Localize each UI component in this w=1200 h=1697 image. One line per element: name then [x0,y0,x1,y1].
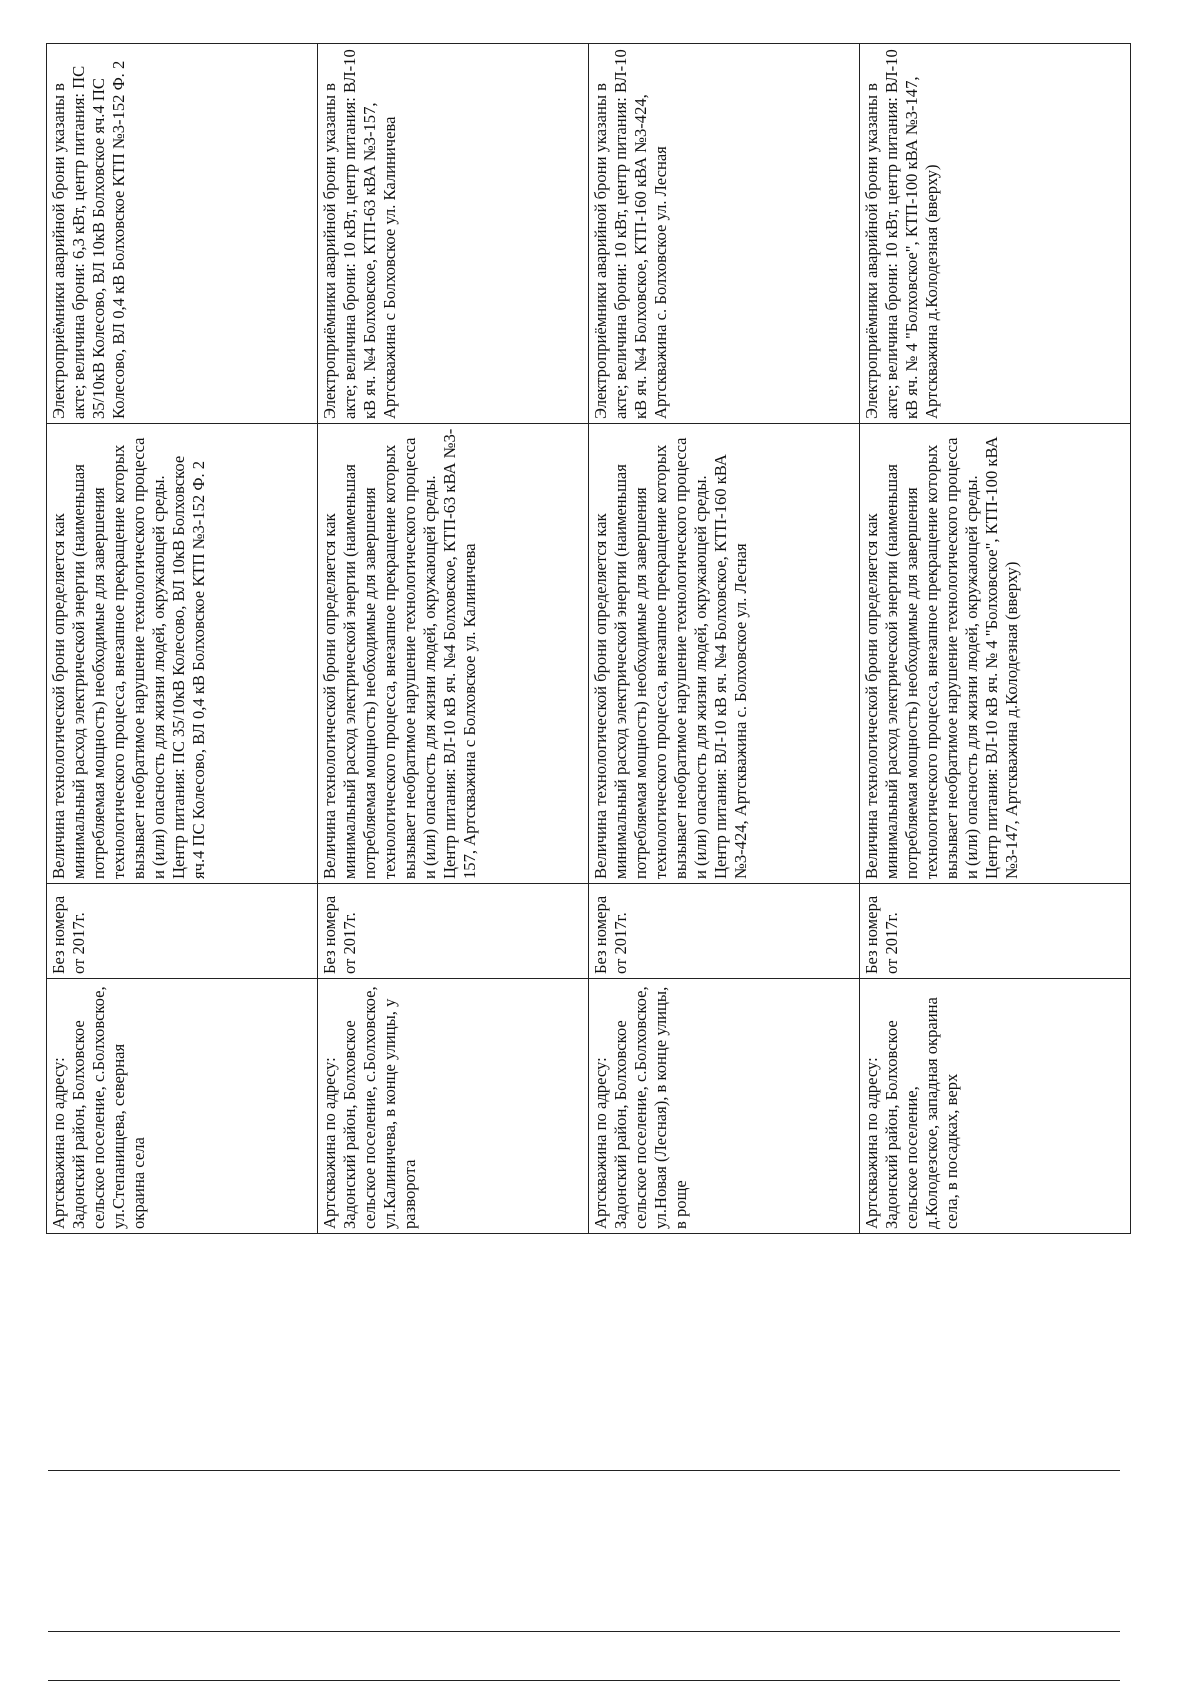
act-cell: Без номера от 2017г. [47,884,318,979]
emergency-reserve-cell: Электроприёмники аварийной брони указаны в акте; величина брони: 10 кВт, центр питания: ВЛ-10 кВ яч. №4 Болховское, КТП-63 кВА №3-157, Артскважина с Болховское ул. Калиничева [318,44,589,424]
reserve-table [46,43,1131,1234]
act-cell: Без номера от 2017г. [589,884,860,979]
address-cell: Артскважина по адресу: Задонский район, Болховское сельское поселение, с.Болховское, ул.Степанищева, северная окраина села [47,979,318,1234]
act-cell: Без номера от 2017г. [860,884,1131,979]
tech-reserve-cell: Величина технологической брони определяется как минимальный расход электрической энергии (наименьшая потребляемая мощность) необходимые для завершения технологического процесса, внезапное прекращение которых вызывает необратимое нарушение технологического процесса и (или) опасность для жизни людей, окружающей среды. Центр питания: ВЛ-10 кВ яч. № 4 "Болховское", КТП-100 кВА №3-147, Артскважина д.Колодезная (вверху) [860,424,1131,884]
emergency-reserve-cell: Электроприёмники аварийной брони указаны в акте; величина брони: 10 кВт, центр питания: ВЛ-10 кВ яч. № 4 "Болховское", КТП-100 кВА №3-147, Артскважина д.Колодезная (вверху) [860,44,1131,424]
divider-line [48,1631,1120,1632]
divider-line [48,1680,1120,1681]
emergency-reserve-cell: Электроприёмники аварийной брони указаны в акте; величина брони: 6,3 кВт, центр питания: ПС 35/10кВ Колесово, ВЛ 10кВ Болховское яч.4 ПС Колесово, ВЛ 0,4 кВ Болховское КТП №3-152 Ф. 2 [47,44,318,424]
table-row [318,44,589,1234]
tech-reserve-cell: Величина технологической брони определяется как минимальный расход электрической энергии (наименьшая потребляемая мощность) необходимые для завершения технологического процесса, внезапное прекращение которых вызывает необратимое нарушение технологического процесса и (или) опасность для жизни людей, окружающей среды. Центр питания: ПС 35/10кВ Колесово, ВЛ 10кВ Болховское яч.4 ПС Колесово, ВЛ 0,4 кВ Болховское КТП №3-152 Ф. 2 [47,424,318,884]
tech-reserve-cell: Величина технологической брони определяется как минимальный расход электрической энергии (наименьшая потребляемая мощность) необходимые для завершения технологического процесса, внезапное прекращение которых вызывает необратимое нарушение технологического процесса и (или) опасность для жизни людей, окружающей среды. Центр питания: ВЛ-10 кВ яч. №4 Болховское, КТП-63 кВА №3-157, Артскважина с Болховское ул. Калиничева [318,424,589,884]
table-row [860,44,1131,1234]
divider-line [48,1470,1120,1471]
address-cell: Артскважина по адресу: Задонский район, Болховское сельское поселение, с.Болховское, ул.Калиничева, в конце улицы, у разворота [318,979,589,1234]
address-cell: Артскважина по адресу: Задонский район, Болховское сельское поселение, с.Болховское, ул.Новая (Лесная), в конце улицы, в роще [589,979,860,1234]
rotated-table-area [46,44,1200,1229]
address-cell: Артскважина по адресу: Задонский район, Болховское сельское поселение, д.Колодезское, западная окраина села, в посадках, верх [860,979,1131,1234]
tech-reserve-cell: Величина технологической брони определяется как минимальный расход электрической энергии (наименьшая потребляемая мощность) необходимые для завершения технологического процесса, внезапное прекращение которых вызывает необратимое нарушение технологического процесса и (или) опасность для жизни людей, окружающей среды. Центр питания: ВЛ-10 кВ яч. №4 Болховское, КТП-160 кВА №3-424, Артскважина с. Болховское ул. Лесная [589,424,860,884]
act-cell: Без номера от 2017г. [318,884,589,979]
table-row [589,44,860,1234]
rotated-table-wrapper [46,44,1131,1234]
emergency-reserve-cell: Электроприёмники аварийной брони указаны в акте; величина брони: 10 кВт, центр питания: ВЛ-10 кВ яч. №4 Болховское, КТП-160 кВА №3-424, Артскважина с. Болховское ул. Лесная [589,44,860,424]
table-row [47,44,318,1234]
